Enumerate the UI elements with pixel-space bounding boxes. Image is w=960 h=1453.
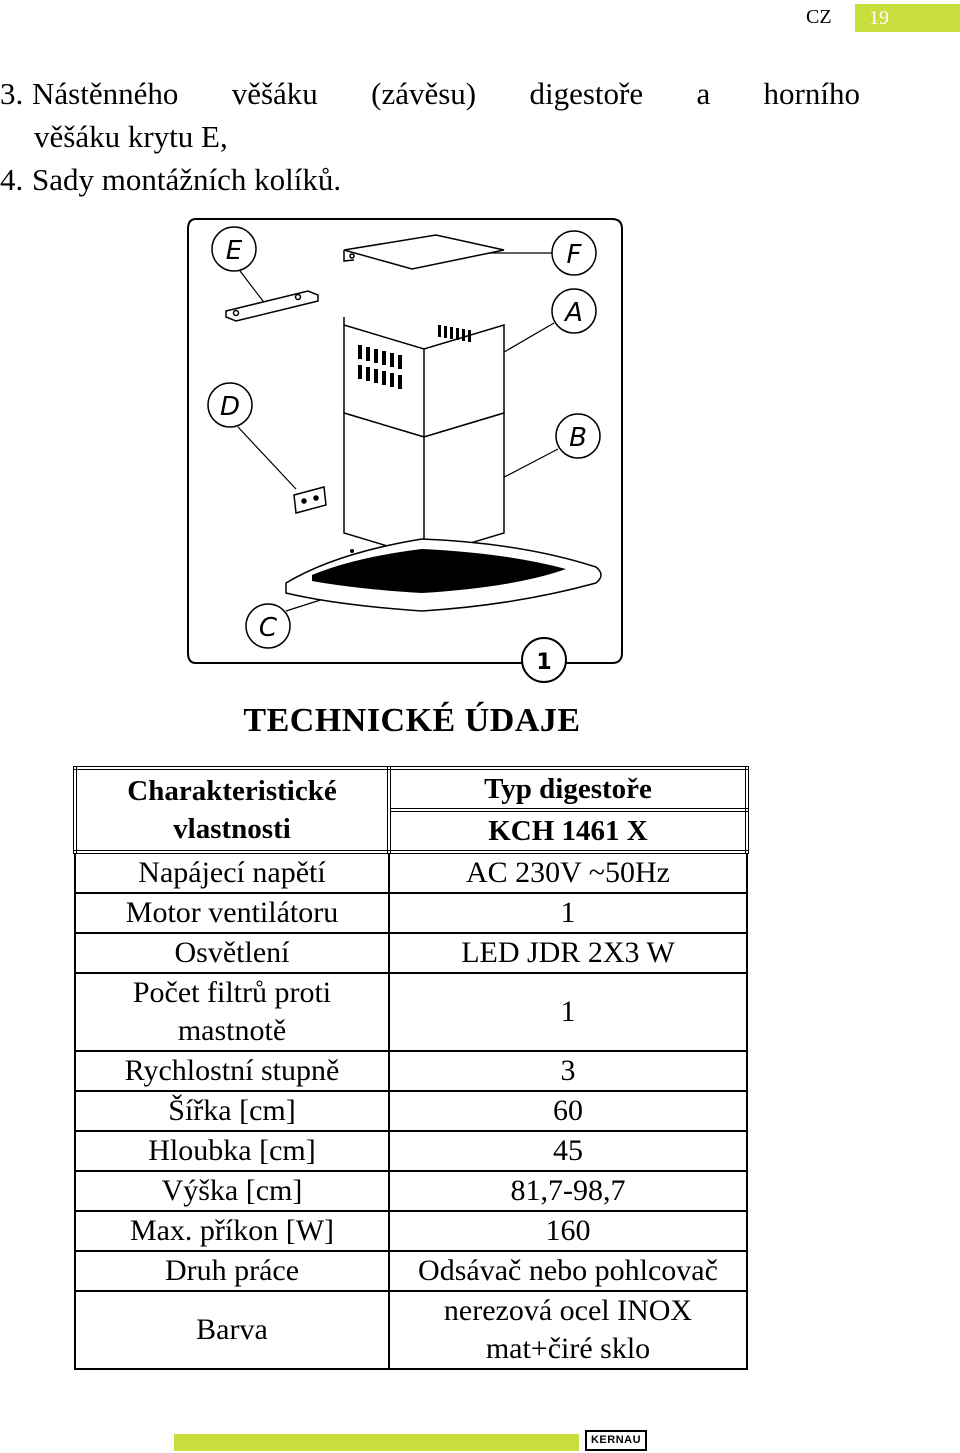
brand-logo: KERNAU (585, 1430, 647, 1451)
row-value: 60 (389, 1091, 747, 1131)
row-label: Rychlostní stupně (75, 1051, 389, 1091)
row-value: 81,7-98,7 (389, 1171, 747, 1211)
table-header-left: Charakteristické vlastnosti (75, 768, 389, 852)
row-label: Výška [cm] (75, 1171, 389, 1211)
list-item (0, 72, 860, 115)
row-value: 160 (389, 1211, 747, 1251)
table-row (75, 1211, 747, 1251)
spec-table (73, 766, 749, 1370)
row-value: 3 (389, 1051, 747, 1091)
section-title: TECHNICKÉ ÚDAJE (243, 702, 581, 739)
table-header-model: KCH 1461 X (389, 810, 747, 852)
table-row (75, 893, 747, 933)
row-label: Napájecí napětí (75, 852, 389, 893)
table-row (75, 1251, 747, 1291)
list-item-text: Nástěnného věšáku (závěsu) digestoře a horního (32, 76, 860, 111)
table-header-type: Typ digestoře (389, 768, 747, 810)
hood-parts-illustration (186, 213, 626, 683)
table-row (75, 852, 747, 893)
row-label: Barva (75, 1291, 389, 1369)
list-item (0, 158, 860, 201)
table-row (75, 933, 747, 973)
row-label: Hloubka [cm] (75, 1131, 389, 1171)
table-row (75, 973, 747, 1051)
row-value: LED JDR 2X3 W (389, 933, 747, 973)
list-item-text: Sady montážních kolíků. (32, 162, 342, 197)
part-label-c: C (258, 613, 278, 643)
list-item-number: 3. (0, 76, 24, 111)
language-code: CZ (806, 6, 832, 28)
figure-number: 1 (536, 650, 552, 675)
row-label: Max. příkon [W] (75, 1211, 389, 1251)
row-label: Šířka [cm] (75, 1091, 389, 1131)
table-row (75, 1131, 747, 1171)
page-number: 19 (855, 4, 960, 32)
table-row (75, 1051, 747, 1091)
row-label: Motor ventilátoru (75, 893, 389, 933)
row-value: 1 (389, 893, 747, 933)
part-label-b: B (569, 423, 587, 453)
table-row (75, 1291, 747, 1369)
row-value: AC 230V ~50Hz (389, 852, 747, 893)
row-value: Odsávač nebo pohlcovač (389, 1251, 747, 1291)
row-label: Osvětlení (75, 933, 389, 973)
row-value: 45 (389, 1131, 747, 1171)
row-value: 1 (389, 973, 747, 1051)
list-item-continuation: věšáku krytu E, (34, 119, 228, 154)
list-item-number: 4. (0, 162, 24, 197)
table-row (75, 1171, 747, 1211)
row-value: nerezová ocel INOX mat+čiré sklo (389, 1291, 747, 1369)
footer-accent-bar (174, 1434, 579, 1451)
table-row (75, 768, 747, 810)
part-label-f: F (566, 240, 582, 270)
part-label-a: A (565, 298, 583, 328)
part-label-d: D (219, 392, 241, 422)
row-label: Druh práce (75, 1251, 389, 1291)
assembly-list (0, 72, 860, 201)
table-row (75, 1091, 747, 1131)
part-label-e: E (225, 236, 243, 266)
row-label: Počet filtrů proti mastnotě (75, 973, 389, 1051)
